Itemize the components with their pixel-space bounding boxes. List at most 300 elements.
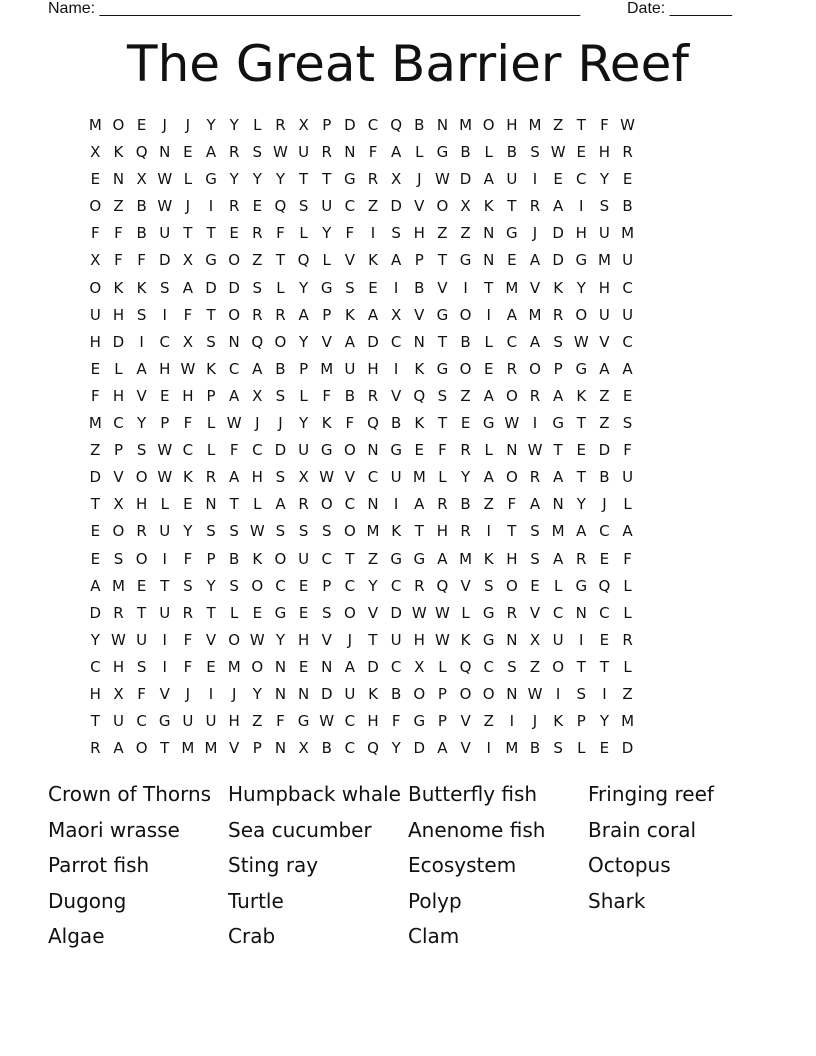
grid-letter[interactable]: T	[275, 251, 286, 270]
grid-letter[interactable]: C	[228, 359, 240, 378]
grid-letter[interactable]: M	[551, 522, 566, 541]
grid-letter[interactable]: M	[366, 522, 380, 541]
grid-letter[interactable]: W	[527, 684, 543, 703]
grid-letter[interactable]: C	[367, 468, 379, 487]
grid-letter[interactable]: V	[460, 712, 472, 731]
grid-letter[interactable]: S	[507, 657, 518, 676]
grid-letter[interactable]: D	[552, 251, 565, 270]
grid-letter[interactable]: D	[344, 116, 357, 134]
grid-letter[interactable]: I	[486, 522, 492, 541]
grid-letter[interactable]: K	[182, 468, 194, 487]
grid-letter[interactable]: S	[229, 522, 240, 541]
grid-letter[interactable]: L	[206, 414, 216, 433]
grid-letter[interactable]: I	[139, 332, 145, 351]
grid-letter[interactable]: Y	[275, 170, 286, 189]
grid-letter[interactable]: F	[91, 386, 101, 405]
grid-letter[interactable]: D	[413, 739, 426, 758]
grid-letter[interactable]: S	[553, 332, 564, 351]
grid-letter[interactable]: O	[436, 197, 449, 216]
grid-letter[interactable]: A	[229, 386, 240, 405]
grid-letter[interactable]: P	[160, 414, 170, 433]
grid-letter[interactable]: N	[274, 739, 287, 758]
grid-letter[interactable]: Y	[460, 468, 471, 487]
grid-letter[interactable]: U	[205, 712, 218, 731]
grid-letter[interactable]: R	[552, 305, 564, 324]
grid-letter[interactable]: F	[183, 305, 193, 324]
grid-letter[interactable]: Z	[252, 251, 263, 270]
grid-letter[interactable]: D	[158, 251, 172, 270]
grid-letter[interactable]: O	[135, 468, 148, 487]
grid-letter[interactable]: V	[529, 603, 541, 622]
grid-letter[interactable]: V	[159, 684, 171, 703]
grid-letter[interactable]: X	[252, 386, 263, 405]
grid-letter[interactable]: M	[528, 305, 542, 324]
grid-letter[interactable]: L	[206, 441, 216, 460]
grid-letter[interactable]: A	[136, 359, 148, 378]
grid-letter[interactable]: O	[482, 116, 496, 134]
grid-letter[interactable]: U	[552, 630, 565, 649]
grid-letter[interactable]: U	[622, 468, 634, 487]
grid-letter[interactable]: U	[344, 684, 356, 703]
grid-letter[interactable]: R	[321, 143, 333, 162]
grid-letter[interactable]: C	[275, 576, 287, 595]
grid-letter[interactable]: G	[205, 170, 218, 189]
grid-letter[interactable]: O	[228, 305, 241, 324]
grid-letter[interactable]: H	[367, 712, 380, 731]
grid-letter[interactable]: L	[623, 576, 633, 595]
grid-letter[interactable]: A	[553, 386, 564, 405]
grid-letter[interactable]: A	[367, 305, 379, 324]
grid-letter[interactable]: F	[276, 224, 286, 243]
grid-letter[interactable]: W	[411, 603, 428, 622]
grid-letter[interactable]: C	[344, 495, 356, 514]
grid-letter[interactable]: P	[206, 549, 217, 568]
grid-letter[interactable]: M	[227, 657, 242, 676]
grid-letter[interactable]: O	[251, 657, 264, 676]
grid-letter[interactable]: J	[162, 116, 168, 134]
grid-letter[interactable]: I	[463, 278, 469, 297]
grid-letter[interactable]: E	[183, 143, 194, 162]
grid-letter[interactable]: P	[414, 251, 425, 270]
grid-letter[interactable]: B	[136, 197, 148, 216]
grid-letter[interactable]: O	[251, 576, 264, 595]
grid-letter[interactable]: X	[414, 657, 425, 676]
grid-letter[interactable]: E	[298, 603, 309, 622]
grid-letter[interactable]: M	[181, 739, 195, 758]
grid-letter[interactable]: S	[136, 441, 147, 460]
grid-letter[interactable]: Y	[252, 170, 263, 189]
grid-letter[interactable]: X	[136, 170, 148, 189]
grid-letter[interactable]: I	[370, 224, 376, 243]
grid-letter[interactable]: P	[437, 712, 448, 731]
grid-letter[interactable]: T	[576, 414, 587, 433]
grid-letter[interactable]: F	[345, 224, 355, 243]
grid-letter[interactable]: J	[255, 414, 261, 433]
grid-letter[interactable]: V	[414, 197, 425, 216]
grid-letter[interactable]: V	[460, 739, 472, 758]
grid-letter[interactable]: G	[506, 224, 519, 243]
grid-letter[interactable]: K	[576, 386, 587, 405]
grid-letter[interactable]: W	[620, 116, 636, 134]
grid-letter[interactable]: T	[437, 332, 448, 351]
grid-letter[interactable]: A	[252, 359, 263, 378]
grid-letter[interactable]: T	[137, 603, 147, 622]
grid-letter[interactable]: Y	[391, 739, 402, 758]
grid-letter[interactable]: T	[206, 603, 217, 622]
grid-letter[interactable]: W	[550, 143, 567, 162]
grid-letter[interactable]: O	[505, 468, 519, 487]
grid-letter[interactable]: M	[412, 468, 427, 487]
grid-letter[interactable]: J	[185, 684, 191, 703]
grid-letter[interactable]: C	[622, 332, 634, 351]
grid-letter[interactable]: B	[136, 224, 148, 243]
grid-letter[interactable]: I	[532, 170, 538, 189]
grid-letter[interactable]: W	[435, 603, 451, 622]
grid-letter[interactable]: R	[205, 468, 217, 487]
grid-letter[interactable]: E	[136, 576, 147, 595]
grid-letter[interactable]: F	[623, 441, 633, 460]
grid-letter[interactable]: V	[599, 332, 611, 351]
grid-letter[interactable]: G	[344, 170, 357, 189]
grid-letter[interactable]: N	[483, 224, 495, 243]
grid-letter[interactable]: T	[229, 495, 240, 514]
grid-letter[interactable]: S	[530, 549, 541, 568]
grid-letter[interactable]: D	[112, 332, 125, 351]
grid-letter[interactable]: D	[390, 197, 403, 216]
grid-letter[interactable]: R	[252, 305, 264, 324]
grid-letter[interactable]: N	[367, 441, 380, 460]
grid-letter[interactable]: R	[437, 495, 449, 514]
grid-letter[interactable]: A	[344, 332, 356, 351]
grid-letter[interactable]: E	[298, 576, 309, 595]
grid-letter[interactable]: S	[437, 386, 448, 405]
grid-letter[interactable]: Q	[251, 332, 264, 351]
grid-letter[interactable]: C	[90, 657, 102, 676]
grid-letter[interactable]: T	[345, 549, 355, 568]
grid-letter[interactable]: W	[319, 468, 335, 487]
grid-letter[interactable]: L	[484, 441, 494, 460]
grid-letter[interactable]: S	[252, 143, 263, 162]
grid-letter[interactable]: H	[506, 549, 518, 568]
grid-letter[interactable]: T	[90, 495, 101, 514]
grid-letter[interactable]: L	[322, 251, 332, 270]
grid-letter[interactable]: S	[599, 197, 610, 216]
grid-letter[interactable]: N	[112, 170, 125, 189]
grid-letter[interactable]: Z	[599, 386, 611, 405]
grid-letter[interactable]: E	[90, 522, 101, 541]
grid-letter[interactable]: F	[276, 712, 286, 731]
grid-letter[interactable]: W	[249, 630, 266, 649]
grid-letter[interactable]: G	[482, 630, 496, 649]
grid-letter[interactable]: V	[414, 305, 425, 324]
grid-letter[interactable]: H	[413, 224, 426, 243]
grid-letter[interactable]: S	[345, 278, 356, 297]
grid-letter[interactable]: I	[162, 630, 168, 649]
grid-letter[interactable]: U	[598, 224, 611, 243]
grid-letter[interactable]: U	[182, 712, 194, 731]
grid-letter[interactable]: N	[205, 495, 218, 514]
grid-letter[interactable]: M	[528, 116, 542, 134]
grid-letter[interactable]: G	[320, 278, 334, 297]
grid-letter[interactable]: K	[368, 251, 379, 270]
grid-letter[interactable]: R	[90, 739, 102, 758]
grid-letter[interactable]: N	[436, 116, 449, 134]
grid-letter[interactable]: X	[391, 170, 402, 189]
grid-letter[interactable]: N	[228, 332, 241, 351]
grid-letter[interactable]: K	[368, 684, 379, 703]
grid-letter[interactable]: C	[159, 332, 171, 351]
grid-letter[interactable]: Y	[252, 684, 263, 703]
grid-letter[interactable]: R	[622, 143, 634, 162]
grid-letter[interactable]: H	[89, 332, 102, 351]
grid-letter[interactable]: L	[438, 657, 448, 676]
grid-letter[interactable]: R	[298, 495, 310, 514]
grid-letter[interactable]: C	[344, 712, 356, 731]
grid-letter[interactable]: V	[229, 739, 240, 758]
grid-letter[interactable]: S	[136, 305, 147, 324]
grid-letter[interactable]: B	[391, 684, 402, 703]
grid-letter[interactable]: X	[90, 143, 101, 162]
grid-letter[interactable]: N	[552, 495, 565, 514]
grid-letter[interactable]: C	[506, 332, 518, 351]
grid-letter[interactable]: E	[460, 414, 471, 433]
grid-letter[interactable]: S	[530, 522, 541, 541]
grid-letter[interactable]: U	[598, 305, 611, 324]
grid-letter[interactable]: B	[529, 739, 541, 758]
grid-letter[interactable]: A	[483, 386, 495, 405]
grid-letter[interactable]: E	[160, 386, 170, 405]
grid-letter[interactable]: G	[459, 251, 472, 270]
grid-letter[interactable]: C	[599, 603, 611, 622]
grid-letter[interactable]: Y	[576, 278, 587, 297]
grid-letter[interactable]: Y	[206, 116, 217, 134]
grid-letter[interactable]: Y	[576, 495, 587, 514]
grid-letter[interactable]: T	[206, 224, 217, 243]
grid-letter[interactable]: N	[506, 441, 518, 460]
grid-letter[interactable]: S	[321, 603, 332, 622]
grid-letter[interactable]: N	[321, 657, 333, 676]
grid-letter[interactable]: Q	[598, 576, 611, 595]
grid-letter[interactable]: L	[461, 603, 471, 622]
grid-letter[interactable]: E	[298, 657, 309, 676]
grid-letter[interactable]: F	[137, 684, 147, 703]
grid-letter[interactable]: W	[273, 143, 289, 162]
grid-letter[interactable]: Y	[206, 576, 217, 595]
grid-letter[interactable]: U	[390, 468, 403, 487]
grid-letter[interactable]: A	[529, 332, 541, 351]
grid-letter[interactable]: V	[136, 386, 148, 405]
grid-letter[interactable]: E	[599, 739, 610, 758]
grid-letter[interactable]: D	[89, 603, 102, 622]
grid-letter[interactable]: R	[367, 386, 379, 405]
grid-letter[interactable]: B	[344, 386, 356, 405]
grid-letter[interactable]: I	[602, 684, 608, 703]
grid-letter[interactable]: T	[299, 170, 309, 189]
grid-letter[interactable]: U	[159, 224, 171, 243]
grid-letter[interactable]: J	[185, 116, 191, 134]
grid-letter[interactable]: B	[414, 278, 425, 297]
grid-letter[interactable]: L	[623, 495, 633, 514]
grid-letter[interactable]: R	[529, 386, 541, 405]
grid-letter[interactable]: Y	[299, 278, 309, 297]
grid-letter[interactable]: X	[182, 332, 194, 351]
grid-letter[interactable]: W	[157, 170, 173, 189]
grid-letter[interactable]: L	[160, 495, 170, 514]
grid-letter[interactable]: T	[437, 414, 448, 433]
grid-letter[interactable]: Q	[135, 143, 148, 162]
grid-letter[interactable]: D	[205, 278, 218, 297]
grid-letter[interactable]: V	[113, 468, 125, 487]
grid-letter[interactable]: Z	[552, 116, 564, 134]
grid-letter[interactable]: L	[577, 739, 586, 758]
grid-letter[interactable]: G	[575, 251, 588, 270]
grid-letter[interactable]: G	[436, 143, 449, 162]
grid-letter[interactable]: K	[206, 359, 217, 378]
grid-letter[interactable]: O	[274, 549, 287, 568]
grid-letter[interactable]: D	[598, 441, 611, 460]
grid-letter[interactable]: A	[529, 495, 541, 514]
grid-letter[interactable]: B	[599, 468, 611, 487]
grid-letter[interactable]: Z	[437, 224, 449, 243]
grid-letter[interactable]: C	[622, 278, 634, 297]
grid-letter[interactable]: L	[438, 468, 448, 487]
grid-letter[interactable]: W	[249, 522, 266, 541]
date-field-label[interactable]: Date: _______	[627, 0, 732, 17]
grid-letter[interactable]: E	[136, 116, 147, 134]
grid-letter[interactable]: A	[483, 468, 495, 487]
grid-letter[interactable]: I	[393, 495, 399, 514]
grid-letter[interactable]: N	[344, 143, 356, 162]
grid-letter[interactable]: O	[320, 495, 334, 514]
grid-letter[interactable]: O	[89, 197, 102, 216]
grid-letter[interactable]: K	[414, 414, 425, 433]
grid-letter[interactable]: R	[506, 603, 518, 622]
grid-letter[interactable]: J	[278, 414, 284, 433]
grid-letter[interactable]: W	[157, 468, 173, 487]
grid-letter[interactable]: S	[159, 278, 170, 297]
grid-letter[interactable]: W	[111, 630, 127, 649]
grid-letter[interactable]: S	[321, 522, 332, 541]
grid-letter[interactable]: M	[621, 224, 635, 243]
grid-letter[interactable]: T	[183, 224, 193, 243]
grid-letter[interactable]: T	[437, 251, 448, 270]
grid-letter[interactable]: I	[393, 278, 399, 297]
grid-letter[interactable]: R	[182, 603, 194, 622]
grid-letter[interactable]: O	[112, 522, 125, 541]
grid-letter[interactable]: J	[417, 170, 422, 189]
grid-letter[interactable]: Q	[274, 197, 287, 216]
grid-letter[interactable]: F	[600, 116, 610, 134]
grid-letter[interactable]: Y	[229, 170, 240, 189]
grid-letter[interactable]: S	[252, 278, 263, 297]
grid-letter[interactable]: V	[321, 630, 333, 649]
grid-letter[interactable]: X	[298, 116, 310, 134]
grid-letter[interactable]: B	[460, 332, 472, 351]
grid-letter[interactable]: S	[622, 414, 633, 433]
grid-letter[interactable]: E	[252, 603, 263, 622]
grid-letter[interactable]: T	[507, 522, 517, 541]
grid-letter[interactable]: R	[622, 630, 634, 649]
grid-letter[interactable]: F	[507, 495, 517, 514]
grid-letter[interactable]: D	[621, 739, 634, 758]
grid-letter[interactable]: V	[344, 468, 356, 487]
grid-letter[interactable]: P	[322, 116, 332, 134]
grid-letter[interactable]: N	[506, 684, 518, 703]
grid-letter[interactable]: X	[391, 305, 402, 324]
grid-letter[interactable]: C	[483, 657, 495, 676]
grid-letter[interactable]: M	[505, 739, 519, 758]
grid-letter[interactable]: R	[252, 224, 264, 243]
grid-letter[interactable]: C	[390, 657, 402, 676]
grid-letter[interactable]: D	[228, 278, 241, 297]
grid-letter[interactable]: N	[367, 495, 380, 514]
grid-letter[interactable]: O	[135, 549, 148, 568]
grid-letter[interactable]: G	[482, 414, 496, 433]
grid-letter[interactable]: H	[135, 495, 148, 514]
grid-letter[interactable]: K	[344, 305, 356, 324]
grid-letter[interactable]: K	[252, 549, 263, 568]
grid-letter[interactable]: D	[459, 170, 472, 189]
grid-letter[interactable]: Z	[599, 414, 611, 433]
grid-letter[interactable]: T	[599, 657, 610, 676]
grid-letter[interactable]: Q	[367, 739, 380, 758]
grid-letter[interactable]: B	[506, 143, 518, 162]
grid-letter[interactable]: Z	[460, 386, 472, 405]
grid-letter[interactable]: C	[136, 712, 148, 731]
grid-letter[interactable]: O	[505, 576, 519, 595]
grid-letter[interactable]: W	[157, 197, 173, 216]
grid-letter[interactable]: W	[435, 170, 451, 189]
grid-letter[interactable]: H	[598, 278, 611, 297]
grid-letter[interactable]: X	[298, 468, 310, 487]
grid-letter[interactable]: H	[112, 386, 125, 405]
grid-letter[interactable]: J	[185, 197, 191, 216]
grid-letter[interactable]: L	[623, 603, 633, 622]
grid-letter[interactable]: D	[274, 441, 287, 460]
grid-letter[interactable]: T	[576, 657, 587, 676]
grid-letter[interactable]: L	[299, 224, 309, 243]
grid-letter[interactable]: I	[532, 414, 538, 433]
grid-letter[interactable]: W	[319, 712, 335, 731]
grid-letter[interactable]: G	[390, 549, 403, 568]
grid-letter[interactable]: S	[206, 522, 217, 541]
grid-letter[interactable]: R	[113, 603, 125, 622]
grid-letter[interactable]: G	[413, 549, 426, 568]
grid-letter[interactable]: D	[552, 224, 565, 243]
grid-letter[interactable]: U	[622, 251, 634, 270]
grid-letter[interactable]: S	[275, 522, 286, 541]
grid-letter[interactable]: P	[113, 441, 124, 460]
grid-letter[interactable]: T	[576, 116, 587, 134]
grid-letter[interactable]: O	[529, 359, 542, 378]
grid-letter[interactable]: O	[274, 332, 287, 351]
grid-letter[interactable]: J	[532, 224, 538, 243]
grid-letter[interactable]: M	[505, 278, 519, 297]
grid-letter[interactable]: A	[182, 278, 194, 297]
grid-letter[interactable]: I	[486, 739, 492, 758]
grid-letter[interactable]: A	[437, 739, 449, 758]
grid-letter[interactable]: B	[414, 116, 425, 134]
grid-letter[interactable]: J	[532, 712, 538, 731]
grid-letter[interactable]: F	[229, 441, 239, 460]
grid-letter[interactable]: M	[88, 116, 103, 134]
grid-letter[interactable]: H	[182, 386, 195, 405]
grid-letter[interactable]: I	[579, 197, 584, 216]
grid-letter[interactable]: I	[208, 684, 214, 703]
grid-letter[interactable]: E	[553, 170, 564, 189]
grid-letter[interactable]: S	[275, 468, 286, 487]
grid-letter[interactable]: B	[391, 414, 402, 433]
